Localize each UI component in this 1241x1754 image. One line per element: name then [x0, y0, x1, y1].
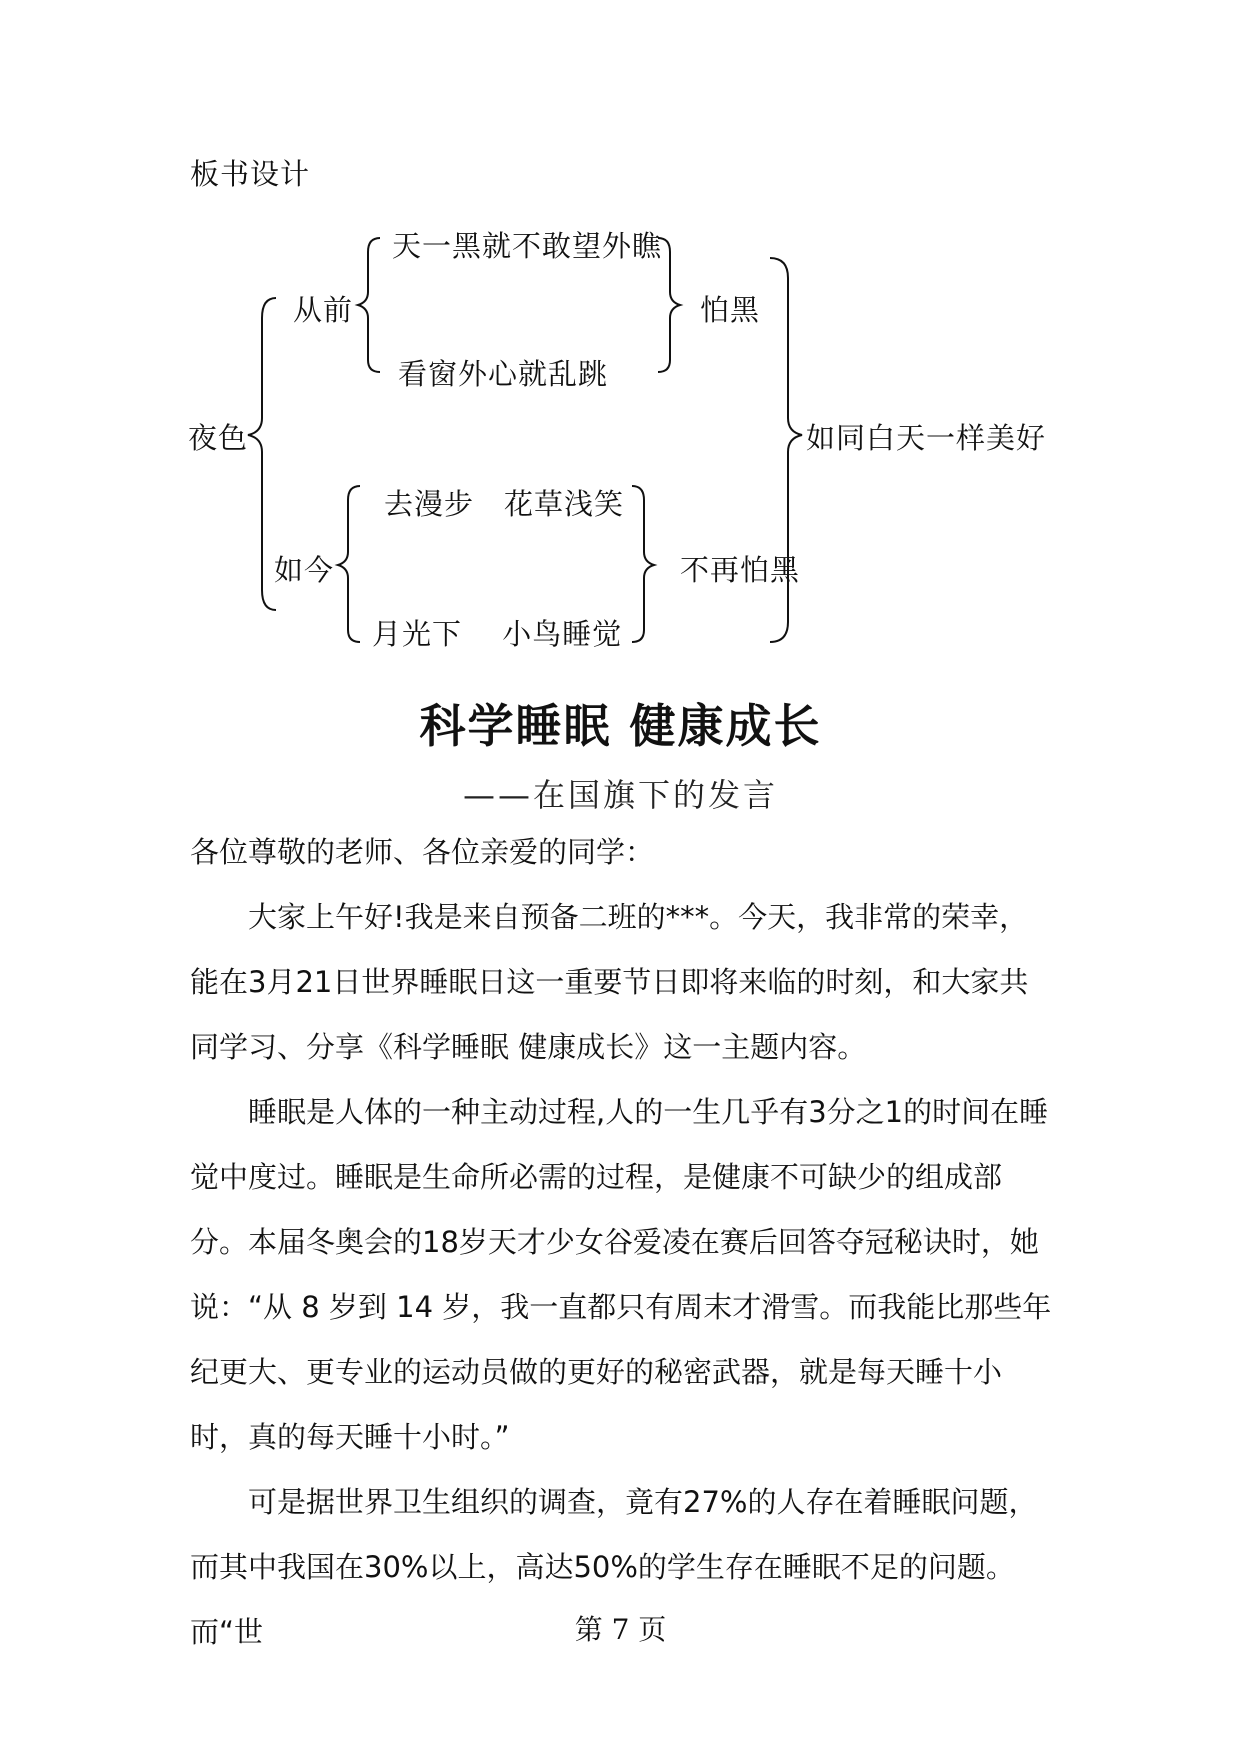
paragraph: 可是据世界卫生组织的调查，竟有27%的人存在着睡眠问题，而其中我国在30%以上，高达50%的学生存在睡眠不足的问题。而“世 [190, 1485, 1038, 1649]
paragraph: 睡眠是人体的一种主动过程,人的一生几乎有3分之1的时间在睡觉中度过。睡眠是生命所必需的过程，是健康不可缺少的组成部分。本届冬奥会的18岁天才少女谷爱凌在赛后回答夺冠秘诀时，她说：“从 8 岁到 14 岁，我一直都只有周末才滑雪。而我能比那些年纪更大、更专业的运动员做的更好的秘密武器，就是每天睡十小时，真的每天睡十小时。” [190, 1095, 1052, 1454]
board-past-line2: 看窗外心就乱跳 [398, 357, 609, 391]
now-right-brace [632, 486, 654, 642]
board-conclusion: 如同白天一样美好 [806, 421, 1047, 455]
board-past-line1: 天一黑就不敢望外瞧 [392, 229, 663, 263]
past-left-brace [358, 238, 380, 372]
board-now-line1: 去漫步 花草浅笑 [384, 487, 625, 521]
greeting: 各位尊敬的老师、各位亲爱的同学： [190, 835, 655, 869]
board-braces [0, 0, 1241, 700]
board-past-result: 怕黑 [700, 293, 761, 327]
article-title: 科学睡眠 健康成长 [419, 699, 822, 753]
board-root: 夜色 [188, 421, 249, 455]
article-body [190, 820, 1052, 1665]
board-now-label: 如今 [274, 553, 335, 587]
now-left-brace [338, 486, 360, 642]
root-left-brace [248, 298, 276, 610]
board-past-label: 从前 [293, 293, 354, 327]
board-heading: 板书设计 [190, 157, 311, 191]
board-now-result: 不再怕黑 [680, 553, 801, 587]
page-number: 第 7 页 [574, 1613, 667, 1646]
paragraph: 大家上午好!我是来自预备二班的***。今天，我非常的荣幸，能在3月21日世界睡眠日这一重要节日即将来临的时刻，和大家共同学习、分享《科学睡眠 健康成长》这一主题内容。 [190, 900, 1029, 1064]
article-subtitle: ——在国旗下的发言 [462, 776, 778, 814]
board-now-line2: 月光下 小鸟睡觉 [372, 617, 623, 651]
